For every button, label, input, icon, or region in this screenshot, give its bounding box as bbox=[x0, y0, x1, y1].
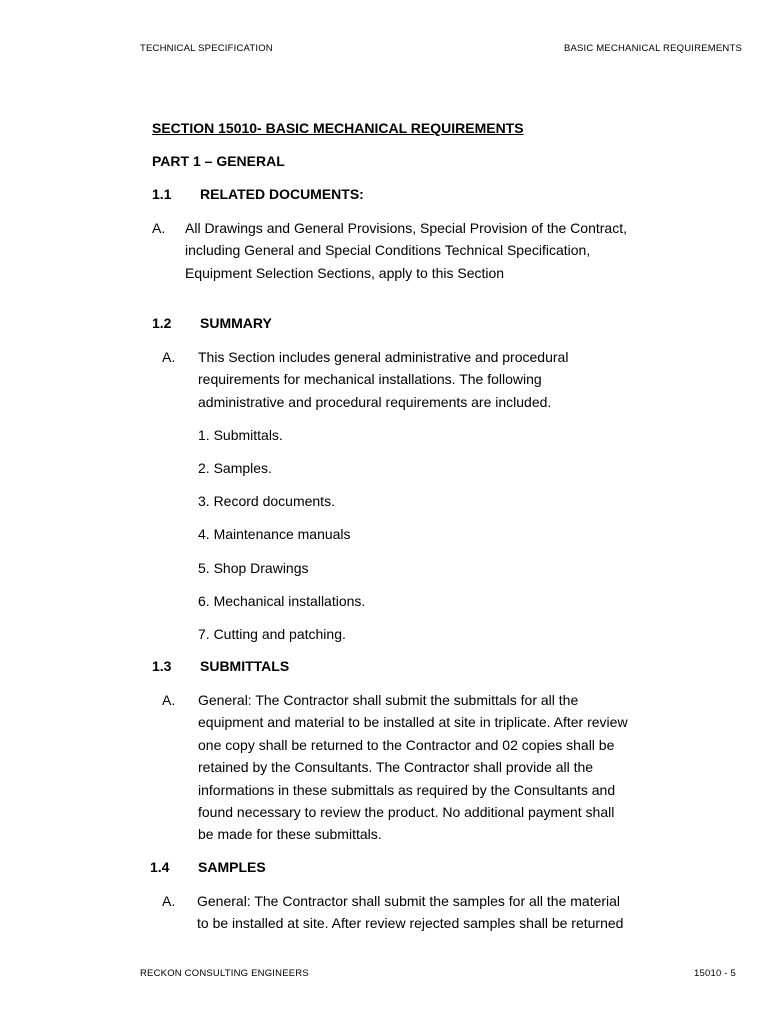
section-1-1-number: 1.1 bbox=[152, 186, 172, 202]
page-header bbox=[140, 43, 742, 54]
summary-list-item: 3. Record documents. bbox=[198, 493, 335, 509]
paragraph-line: one copy shall be returned to the Contractor and 02 copies shall be bbox=[198, 736, 615, 753]
page-footer bbox=[140, 968, 736, 979]
section-1-4-number: 1.4 bbox=[150, 859, 170, 875]
section-1-3-heading: SUBMITTALS bbox=[200, 658, 290, 674]
summary-list-item: 7. Cutting and patching. bbox=[198, 626, 346, 642]
section-1-1-a-marker: A. bbox=[152, 220, 166, 236]
section-1-1-a-paragraph bbox=[185, 217, 627, 284]
summary-list-item: 1. Submittals. bbox=[198, 427, 283, 443]
summary-list-item: 4. Maintenance manuals bbox=[198, 526, 351, 542]
paragraph-line: All Drawings and General Provisions, Special Provision of the Contract, bbox=[185, 220, 627, 236]
paragraph-line: General: The Contractor shall submit the submittals for all the bbox=[198, 692, 579, 708]
section-1-2-number: 1.2 bbox=[152, 315, 172, 331]
section-1-4-a-paragraph bbox=[197, 890, 623, 935]
paragraph-line: equipment and material to be installed at site in triplicate. After review bbox=[198, 714, 628, 731]
header-right-text: BASIC MECHANICAL REQUIREMENTS bbox=[563, 43, 742, 54]
paragraph-line: found necessary to review the product. No additional payment shall bbox=[198, 804, 615, 821]
section-1-4-heading: SAMPLES bbox=[198, 859, 266, 875]
summary-list-item: 5. Shop Drawings bbox=[198, 560, 309, 576]
paragraph-line: This Section includes general administrative and procedural bbox=[198, 349, 569, 365]
header-left-text: TECHNICAL SPECIFICATION bbox=[140, 43, 273, 54]
paragraph-line: Equipment Selection Sections, apply to this Section bbox=[185, 264, 505, 281]
paragraph-line: to be installed at site. After review rejected samples shall be returned bbox=[197, 915, 624, 932]
paragraph-line: informations in these submittals as required by the Consultants and bbox=[198, 781, 616, 798]
section-1-3-a-paragraph bbox=[198, 689, 628, 846]
paragraph-line: requirements for mechanical installations. The following bbox=[198, 371, 542, 388]
paragraph-line: General: The Contractor shall submit the samples for all the material bbox=[197, 893, 621, 909]
section-1-1-heading: RELATED DOCUMENTS: bbox=[200, 186, 364, 202]
summary-list-item: 6. Mechanical installations. bbox=[198, 593, 366, 609]
summary-list-item: 2. Samples. bbox=[198, 460, 272, 476]
section-1-2-a-paragraph bbox=[198, 346, 568, 413]
footer-left-text: RECKON CONSULTING ENGINEERS bbox=[140, 968, 309, 979]
paragraph-line: retained by the Consultants. The Contractor shall provide all the bbox=[198, 759, 594, 776]
paragraph-line: be made for these submittals. bbox=[198, 826, 382, 843]
section-title: SECTION 15010- BASIC MECHANICAL REQUIREMENTS bbox=[152, 120, 524, 136]
section-1-3-a-marker: A. bbox=[162, 692, 176, 708]
section-1-2-heading: SUMMARY bbox=[200, 315, 272, 331]
section-1-2-a-marker: A. bbox=[162, 349, 176, 365]
section-1-3-number: 1.3 bbox=[152, 658, 172, 674]
paragraph-line: including General and Special Conditions Technical Specification, bbox=[185, 242, 591, 259]
section-1-4-a-marker: A. bbox=[162, 893, 176, 909]
page-number: 15010 - 5 bbox=[694, 968, 736, 979]
paragraph-line: administrative and procedural requirements are included. bbox=[198, 393, 552, 410]
part-title: PART 1 – GENERAL bbox=[152, 153, 285, 169]
